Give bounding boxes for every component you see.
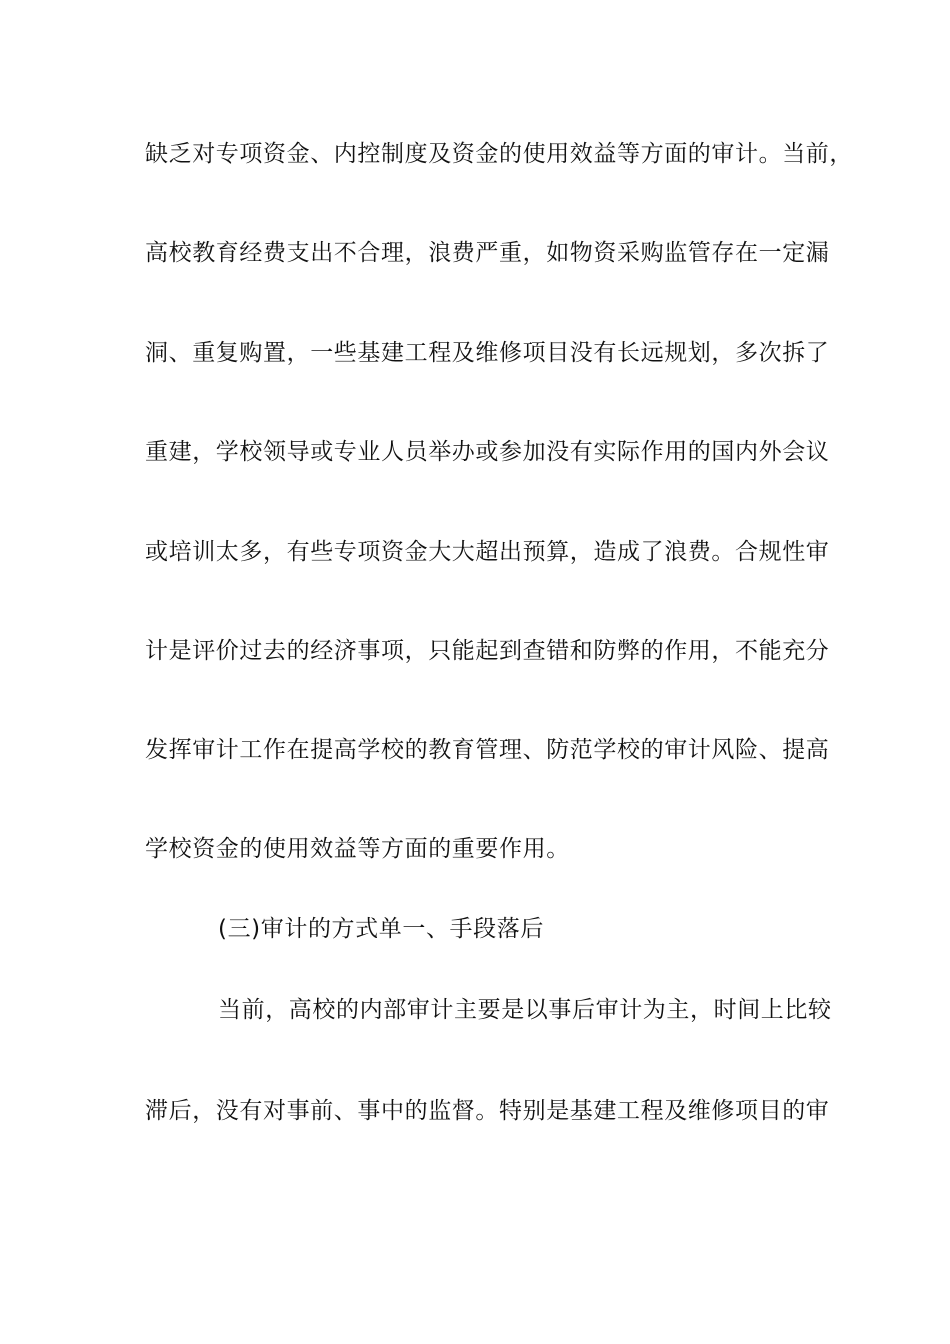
paragraph-line: 洞、重复购置，一些基建工程及维修项目没有长远规划，多次拆了 <box>145 340 830 366</box>
section-heading: (三)审计的方式单一、手段落后 <box>218 916 544 942</box>
paragraph-line: 学校资金的使用效益等方面的重要作用。 <box>145 836 570 862</box>
paragraph-line: 或培训太多，有些专项资金大大超出预算，造成了浪费。合规性审 <box>145 539 830 565</box>
paragraph-line: 当前，高校的内部审计主要是以事后审计为主，时间上比较 <box>218 997 832 1023</box>
paragraph-line: 滞后，没有对事前、事中的监督。特别是基建工程及维修项目的审 <box>145 1098 830 1124</box>
paragraph-line: 缺乏对专项资金、内控制度及资金的使用效益等方面的审计。当前， <box>145 141 853 167</box>
paragraph-line: 计是评价过去的经济事项，只能起到查错和防弊的作用，不能充分 <box>145 638 830 664</box>
paragraph-line: 高校教育经费支出不合理，浪费严重，如物资采购监管存在一定漏 <box>145 240 830 266</box>
paragraph-line: 重建，学校领导或专业人员举办或参加没有实际作用的国内外会议 <box>145 439 830 465</box>
paragraph-line: 发挥审计工作在提高学校的教育管理、防范学校的审计风险、提高 <box>145 737 830 763</box>
